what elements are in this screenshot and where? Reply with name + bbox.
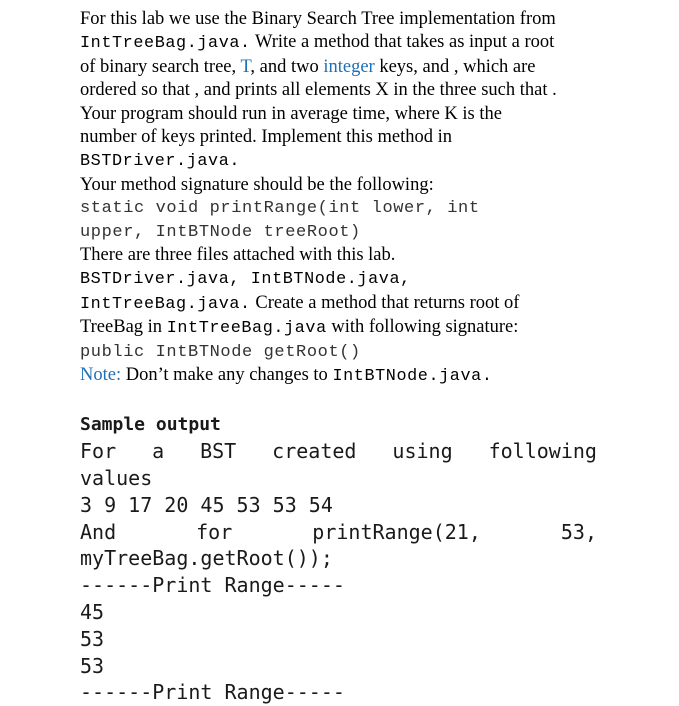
file-name: BSTDriver.java. — [80, 152, 240, 171]
sample-line: For a BST created using following — [80, 438, 597, 465]
files-section — [80, 244, 610, 388]
file-name: IntTreeBag.java. — [80, 295, 251, 314]
signature-intro: Your method signature should be the following: — [80, 174, 610, 197]
signature-code-line: upper, IntBTNode treeRoot) — [80, 221, 610, 244]
sample-line: And for printRange(21, 53, — [80, 519, 597, 546]
note-line: Note: Don’t make any changes to IntBTNode.java. — [80, 364, 610, 388]
signature-code-line: static void printRange(int lower, int — [80, 197, 610, 220]
sample-line: myTreeBag.getRoot()); — [80, 545, 610, 572]
text-line: IntTreeBag.java. Write a method that takes as input a root — [80, 31, 610, 55]
sample-output-section — [80, 412, 610, 706]
text-line: TreeBag in IntTreeBag.java with following signature: — [80, 316, 610, 340]
text-line: For this lab we use the Binary Search Tree implementation from — [80, 8, 610, 31]
sample-values: 3 9 17 20 45 53 53 54 — [80, 492, 610, 519]
text-line: ordered so that , and prints all elements X in the three such that . — [80, 79, 610, 102]
getroot-signature: public IntBTNode getRoot() — [80, 341, 610, 364]
range-result: 45 — [80, 599, 610, 626]
text-line: of binary search tree, T, and two integer keys, and , which are — [80, 56, 610, 79]
sample-output-heading: Sample output — [80, 412, 610, 439]
range-result: 53 — [80, 626, 610, 653]
file-name: IntTreeBag.java — [167, 319, 327, 338]
text-line: Your program should run in average time, where K is the — [80, 103, 610, 126]
text-line: number of keys printed. Implement this method in — [80, 126, 610, 149]
file-name: IntBTNode.java. — [332, 367, 492, 386]
signature-section — [80, 174, 610, 244]
print-range-separator: ------Print Range----- — [80, 679, 610, 706]
file-list: BSTDriver.java, IntBTNode.java, — [80, 270, 411, 289]
spacer — [80, 389, 610, 412]
document-body — [80, 8, 610, 706]
note-label: Note: — [80, 365, 121, 385]
print-range-separator: ------Print Range----- — [80, 572, 610, 599]
text-line — [80, 267, 610, 291]
sample-line: values — [80, 465, 610, 492]
file-name: IntTreeBag.java. — [80, 34, 251, 53]
text-line: IntTreeBag.java. Create a method that returns root of — [80, 292, 610, 316]
integer-link: integer — [323, 57, 374, 77]
text-line — [80, 149, 610, 173]
range-result: 53 — [80, 653, 610, 680]
files-intro: There are three files attached with this lab. — [80, 244, 610, 267]
instructions-paragraph — [80, 8, 610, 174]
tree-variable-link: T — [240, 57, 250, 77]
